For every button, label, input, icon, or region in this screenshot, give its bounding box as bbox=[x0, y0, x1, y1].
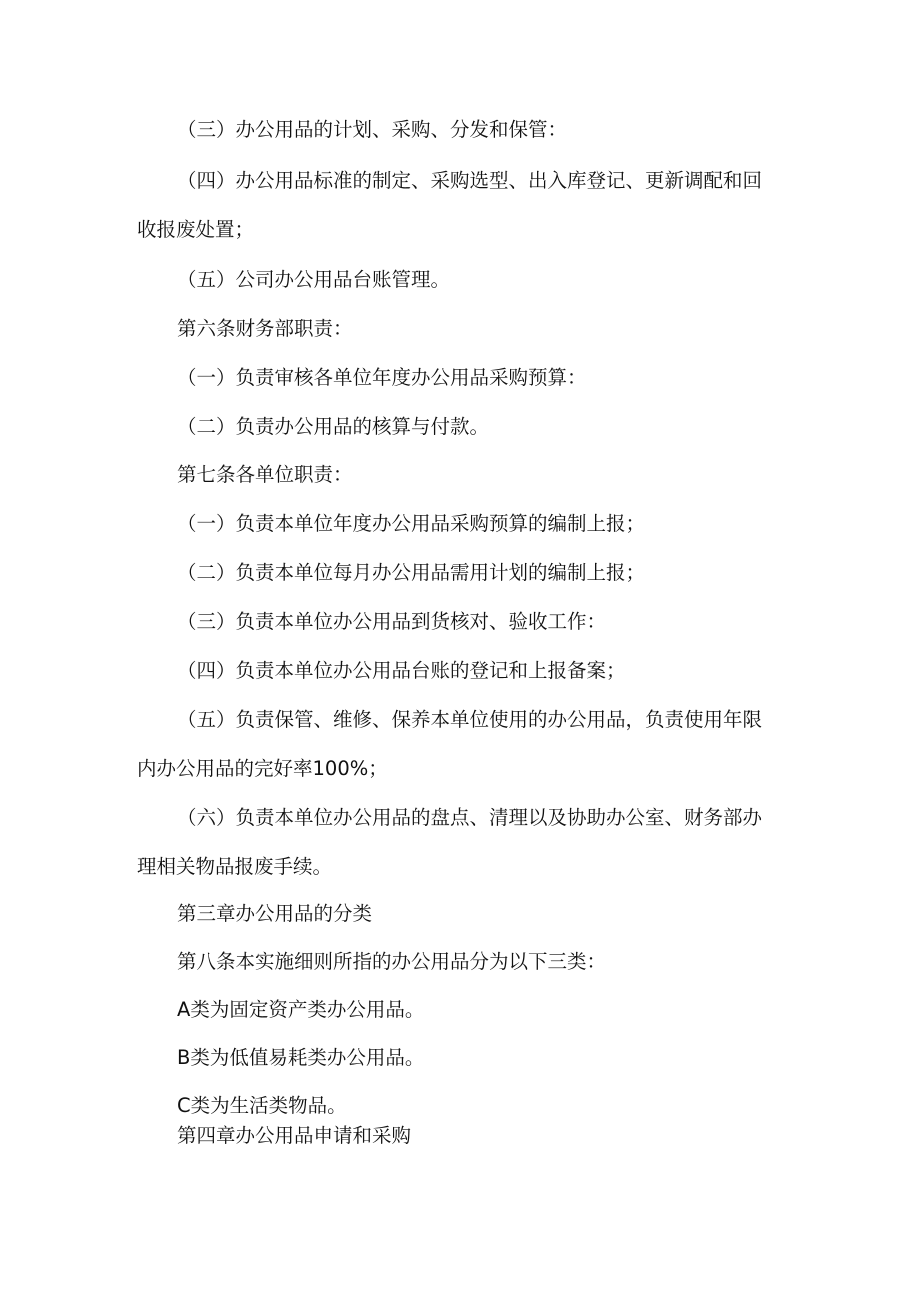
paragraph-line: B类为低值易耗类办公用品。 bbox=[177, 1046, 425, 1069]
paragraph-line: （四）办公用品标准的制定、采购选型、出入库登记、更新调配和回 bbox=[177, 169, 763, 192]
paragraph-line: （三）办公用品的计划、采购、分发和保管： bbox=[177, 118, 568, 141]
paragraph-line: （二）负责本单位每月办公用品需用计划的编制上报； bbox=[177, 561, 646, 584]
paragraph-line: （六）负责本单位办公用品的盘点、清理以及协助办公室、财务部办 bbox=[177, 806, 763, 829]
article-heading: 第七条各单位职责： bbox=[177, 463, 353, 486]
article-heading: 第六条财务部职责： bbox=[177, 317, 353, 340]
paragraph-line: 理相关物品报废手续。 bbox=[137, 855, 333, 878]
paragraph-line: C类为生活类物品。 bbox=[177, 1094, 347, 1117]
paragraph-line: （二）负责办公用品的核算与付款。 bbox=[177, 415, 490, 438]
paragraph-line: （四）负责本单位办公用品台账的登记和上报备案； bbox=[177, 659, 626, 682]
paragraph-line: （一）负责本单位年度办公用品采购预算的编制上报； bbox=[177, 512, 646, 535]
paragraph-line: 收报废处置； bbox=[137, 218, 255, 241]
paragraph-line: （一）负责审核各单位年度办公用品采购预算： bbox=[177, 366, 587, 389]
paragraph-line: 内办公用品的完好率100%； bbox=[137, 757, 388, 780]
chapter-heading: 第三章办公用品的分类 bbox=[177, 902, 373, 925]
paragraph-line: A类为固定资产类办公用品。 bbox=[177, 998, 425, 1021]
article-heading: 第八条本实施细则所指的办公用品分为以下三类： bbox=[177, 950, 607, 973]
paragraph-line: （三）负责本单位办公用品到货核对、验收工作： bbox=[177, 610, 607, 633]
paragraph-line: （五）负责保管、维修、保养本单位使用的办公用品，负责使用年限 bbox=[177, 708, 763, 731]
chapter-heading: 第四章办公用品申请和采购 bbox=[177, 1124, 412, 1147]
paragraph-line: （五）公司办公用品台账管理。 bbox=[177, 268, 451, 291]
